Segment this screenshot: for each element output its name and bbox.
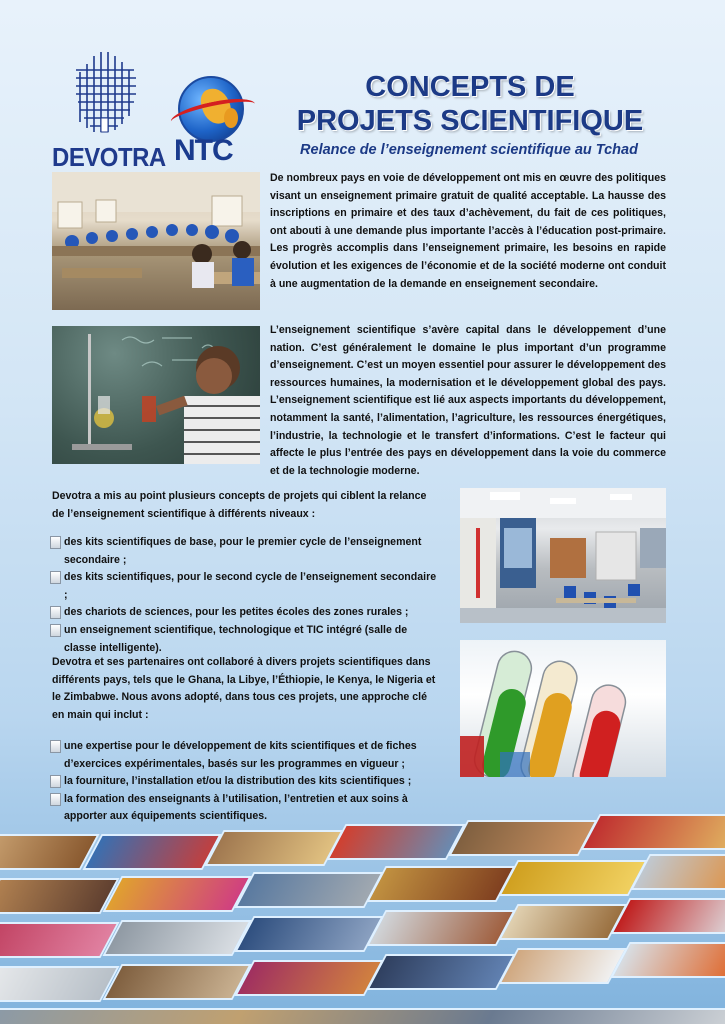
partners-paragraph: Devotra et ses partenaires ont collaboré à divers projets scientifiques dans différents pays, tels que le Ghana, la Libye, l’Éthiopie, le Kenya, le Nigeria et le Zimbabwe. Nous avons adopté, dans tous ces projets, une approche clé en main qui inclut : [52,656,436,721]
checkbox-bullet-icon [50,536,61,549]
checkbox-bullet-icon [50,571,61,584]
mosaic-tile [102,964,251,1000]
page-title [290,70,650,138]
devotra-wordmark: DEVOTRA [52,142,166,172]
mosaic-tile [366,910,515,946]
list-item: des chariots de sciences, pour les petites écoles des zones rurales ; [50,604,440,622]
mosaic-tile [498,904,627,940]
mosaic-tile [448,820,597,856]
list-item: des kits scientifiques de base, pour le premier cycle de l’enseignement secondaire ; [50,534,440,569]
mosaic-tile [0,878,120,914]
list-item: des kits scientifiques, pour le second cycle de l’enseignement secondaire ; [50,569,440,604]
mosaic-tile [204,830,343,866]
concepts-list [50,534,440,657]
list-item: la formation des enseignants à l’utilisation, l’entretien et aux soins à apporter aux équipements scientifiques. [50,791,440,826]
classroom-photo [52,172,260,310]
mosaic-tile [102,920,251,956]
mosaic-tile [0,1008,725,1024]
mosaic-tile [0,922,120,958]
title-line-1: CONCEPTS DE [365,71,575,103]
ntc-wordmark: NTC [174,134,233,167]
intro-paragraph: De nombreux pays en voie de développement ont mis en œuvre des politiques visant un enseignement primaire gratuit de qualité acceptable. La hausse des inscriptions en primaire et des taux d’achèvement, du fait de ces politiques, ont abouti à une demande plus importante l’accès à l’éducation post-primaire. Les progrès accomplis dans l’enseignement primaire, les besoins en rapide évolution et les exigences de l’économie et de la société moderne ont conduit à une augmentation de la demande en enseignement secondaire. [270,172,666,290]
list-item: un enseignement scientifique, technologique et TIC intégré (salle de classe intelligente). [50,622,440,657]
checkbox-bullet-icon [50,606,61,619]
devotra-grid-icon [76,52,138,134]
devotra-logo [52,52,166,172]
photo-mosaic-band [0,800,725,1024]
mosaic-tile [234,960,383,996]
mosaic-tile [610,898,725,934]
checkbox-bullet-icon [50,624,61,637]
ntc-logo [170,76,260,168]
mosaic-tile [498,860,647,896]
mosaic-tile [234,916,383,952]
mosaic-tile [326,824,465,860]
mosaic-tile [0,966,120,1002]
mosaic-tile [102,876,251,912]
mosaic-tile [580,814,725,850]
mosaic-tile [82,834,221,870]
concepts-intro-paragraph: Devotra a mis au point plusieurs concepts de projets qui ciblent la relance de l’enseignement scientifique à différents niveaux : [52,490,427,520]
list-item: une expertise pour le développement de kits scientifiques et de fiches d’exercices expérimentales, basés sur les programmes en vigueur ; [50,738,440,773]
laboratory-photo [460,488,666,623]
mosaic-tile [366,866,515,902]
test-tubes-photo [460,640,666,777]
mosaic-tile [366,954,515,990]
boy-experiment-photo [52,326,260,464]
mosaic-tile [610,942,725,978]
list-item: la fourniture, l’installation et/ou la distribution des kits scientifiques ; [50,773,440,791]
page-subtitle: Relance de l’enseignement scientifique au Tchad [300,142,638,158]
mosaic-tile [498,948,627,984]
mosaic-tile [234,872,383,908]
checkbox-bullet-icon [50,740,61,753]
checkbox-bullet-icon [50,775,61,788]
importance-paragraph: L’enseignement scientifique s’avère capital dans le développement d’une nation. C’est généralement le domaine le plus important d’un programme d’enseignement. C’est un moyen essentiel pour assurer le développement des ressources humaines, la modernisation et le développement global des pays. L’enseignement scientifique est lié aux aspects importants du développement, notamment la santé, l’alimentation, l’agriculture, les ressources énergétiques, l’industrie, la technologie et le transfert d’informations. C’est le facteur qui affecte le plus l’entrée des pays en développement dans la voie du commerce et de la technologie moderne. [270,324,666,477]
title-line-2: PROJETS SCIENTIFIQUE [296,105,644,137]
